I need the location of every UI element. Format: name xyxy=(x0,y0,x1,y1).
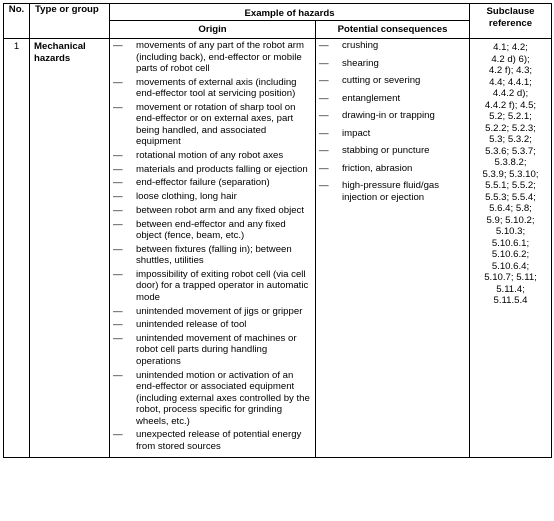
consequences-list xyxy=(319,40,467,203)
header-reference-line: Subclause xyxy=(486,6,535,17)
dash-bullet-icon: — xyxy=(319,40,329,51)
header-type: Type or group xyxy=(30,4,110,39)
reference-line: 5.9; 5.10.2; xyxy=(486,214,535,226)
reference-line: 5.5.1; 5.5.2; xyxy=(485,180,536,191)
dash-bullet-icon: — xyxy=(319,57,329,69)
reference-line: 4.4.2 f); 4.5; xyxy=(484,99,537,111)
origin-item-text: movement or rotation of sharp tool on end-effector or on external axes, part being handled, and associated equipment xyxy=(136,101,296,148)
dash-bullet-icon: — xyxy=(113,305,123,317)
reference-line: 5.2; 5.2.1; xyxy=(489,111,532,122)
origin-item xyxy=(113,244,313,267)
reference-line: 5.3.9; 5.3.10; xyxy=(482,168,539,180)
reference-line: 5.11.5.4 xyxy=(493,295,528,306)
hazard-table xyxy=(3,3,552,458)
header-example-of-hazards: Example of hazards xyxy=(110,4,470,21)
origin-item-text: rotational motion of any robot axes xyxy=(136,150,284,162)
reference-list xyxy=(472,42,549,307)
dash-bullet-icon: — xyxy=(319,92,329,104)
origin-item xyxy=(113,269,313,304)
dash-bullet-icon: — xyxy=(113,429,123,441)
origin-item xyxy=(113,319,313,331)
dash-bullet-icon: — xyxy=(113,191,123,203)
dash-bullet-icon: — xyxy=(113,76,123,88)
reference-line: 5.3; 5.3.2; xyxy=(489,134,532,145)
origin-item xyxy=(113,370,313,428)
origin-item xyxy=(113,40,313,75)
consequence-item-text: stabbing or puncture xyxy=(342,145,430,156)
origin-item xyxy=(113,429,313,452)
dash-bullet-icon: — xyxy=(113,268,123,280)
origin-item xyxy=(113,306,313,318)
dash-bullet-icon: — xyxy=(113,332,123,344)
consequence-item xyxy=(319,180,467,203)
origin-item-text: movements of external axis (including end-effector tool at servicing position) xyxy=(136,76,297,100)
reference-line: 4.4.2 d); xyxy=(492,88,529,99)
consequence-item-text: drawing-in or trapping xyxy=(342,110,435,121)
dash-bullet-icon: — xyxy=(319,162,329,174)
dash-bullet-icon: — xyxy=(113,218,123,230)
origin-item xyxy=(113,164,313,176)
consequence-item xyxy=(319,145,467,157)
dash-bullet-icon: — xyxy=(113,40,123,51)
origin-item-text: unintended movement of machines or robot cell parts during handling operations xyxy=(136,332,297,367)
consequence-item xyxy=(319,110,467,122)
reference-line: 5.10.6.4; xyxy=(491,260,530,272)
origin-item xyxy=(113,219,313,242)
table-row xyxy=(4,39,552,458)
origin-item xyxy=(113,191,313,203)
origin-item-text: between end-effector and any fixed object (fence, beam, etc.) xyxy=(136,218,286,241)
origin-item-text: impossibility of exiting robot cell (via cell door) for a trapped operator in automatic mode xyxy=(136,268,309,303)
origin-item-text: unintended release of tool xyxy=(136,319,247,331)
consequence-item-text: shearing xyxy=(342,57,379,69)
header-no: No. xyxy=(4,4,30,39)
dash-bullet-icon: — xyxy=(113,150,123,162)
consequence-item-text: entanglement xyxy=(342,92,401,104)
origin-item xyxy=(113,102,313,148)
reference-cell xyxy=(470,39,552,458)
reference-line: 5.11.4; xyxy=(496,283,525,295)
origin-item-text: unexpected release of potential energy from stored sources xyxy=(136,429,302,452)
origin-item-text: between robot arm and any fixed object xyxy=(136,204,304,216)
consequence-item xyxy=(319,93,467,105)
consequence-item-text: crushing xyxy=(342,40,379,51)
consequence-item xyxy=(319,75,467,87)
origin-item xyxy=(113,333,313,368)
consequence-item xyxy=(319,58,467,70)
dash-bullet-icon: — xyxy=(113,243,123,255)
dash-bullet-icon: — xyxy=(319,75,329,86)
dash-bullet-icon: — xyxy=(113,369,123,381)
header-origin: Origin xyxy=(110,20,316,39)
consequence-item-text: cutting or severing xyxy=(342,75,421,86)
dash-bullet-icon: — xyxy=(113,204,123,216)
origin-cell xyxy=(110,39,316,458)
reference-line: 4.2 f); 4.3; xyxy=(488,65,533,76)
consequence-item xyxy=(319,40,467,52)
origin-item-text: loose clothing, long hair xyxy=(136,191,237,203)
consequences-cell xyxy=(316,39,470,458)
origin-item xyxy=(113,77,313,100)
reference-line: 5.10.6.2; xyxy=(491,249,530,260)
origin-item-text: end-effector failure (separation) xyxy=(136,177,270,189)
header-potential-consequences: Potential consequences xyxy=(316,20,470,39)
origin-item xyxy=(113,177,313,189)
reference-line: 5.10.3; xyxy=(495,226,526,237)
dash-bullet-icon: — xyxy=(113,101,123,113)
reference-line: 5.10.7; 5.11; xyxy=(484,272,537,283)
origin-item-text: materials and products falling or ejection xyxy=(136,163,308,175)
header-reference-line: reference xyxy=(488,17,533,29)
origin-item-text: movements of any part of the robot arm (including back), end-effector or mobile parts of robot cell xyxy=(136,40,304,74)
origin-list xyxy=(113,40,313,452)
dash-bullet-icon: — xyxy=(319,180,329,191)
dash-bullet-icon: — xyxy=(113,177,123,189)
consequence-item-text: friction, abrasion xyxy=(342,162,413,174)
dash-bullet-icon: — xyxy=(319,145,329,156)
row-number: 1 xyxy=(4,39,30,458)
hazard-type: Mechanical hazards xyxy=(30,39,110,458)
reference-line: 5.3.6; 5.3.7; xyxy=(485,145,536,157)
origin-item-text: unintended movement of jigs or gripper xyxy=(136,305,303,317)
consequence-item xyxy=(319,128,467,140)
consequence-item-text: high-pressure fluid/gas injection or ejection xyxy=(342,180,440,203)
reference-line: 4.1; 4.2; xyxy=(493,42,528,53)
reference-line: 5.5.3; 5.5.4; xyxy=(485,191,536,203)
origin-item-text: unintended motion or activation of an end-effector or associated equipment (including external axes controlled by the robot, process specific for grinding wheels, etc.) xyxy=(136,369,310,427)
origin-item xyxy=(113,150,313,162)
dash-bullet-icon: — xyxy=(319,110,329,121)
reference-line: 5.6.4; 5.8; xyxy=(489,203,532,214)
reference-line: 5.2.2; 5.2.3; xyxy=(485,122,536,134)
consequence-item xyxy=(319,163,467,175)
dash-bullet-icon: — xyxy=(319,127,329,139)
reference-line: 4.4; 4.4.1; xyxy=(489,76,532,88)
dash-bullet-icon: — xyxy=(113,319,123,331)
reference-line: 4.2 d) 6); xyxy=(491,53,530,65)
origin-item xyxy=(113,205,313,217)
dash-bullet-icon: — xyxy=(113,163,123,175)
reference-line: 5.3.8.2; xyxy=(494,157,527,168)
header-subclause-reference xyxy=(470,4,552,39)
reference-line: 5.10.6.1; xyxy=(491,237,530,249)
origin-item-text: between fixtures (falling in); between shuttles, utilities xyxy=(136,243,292,267)
consequence-item-text: impact xyxy=(342,127,371,139)
